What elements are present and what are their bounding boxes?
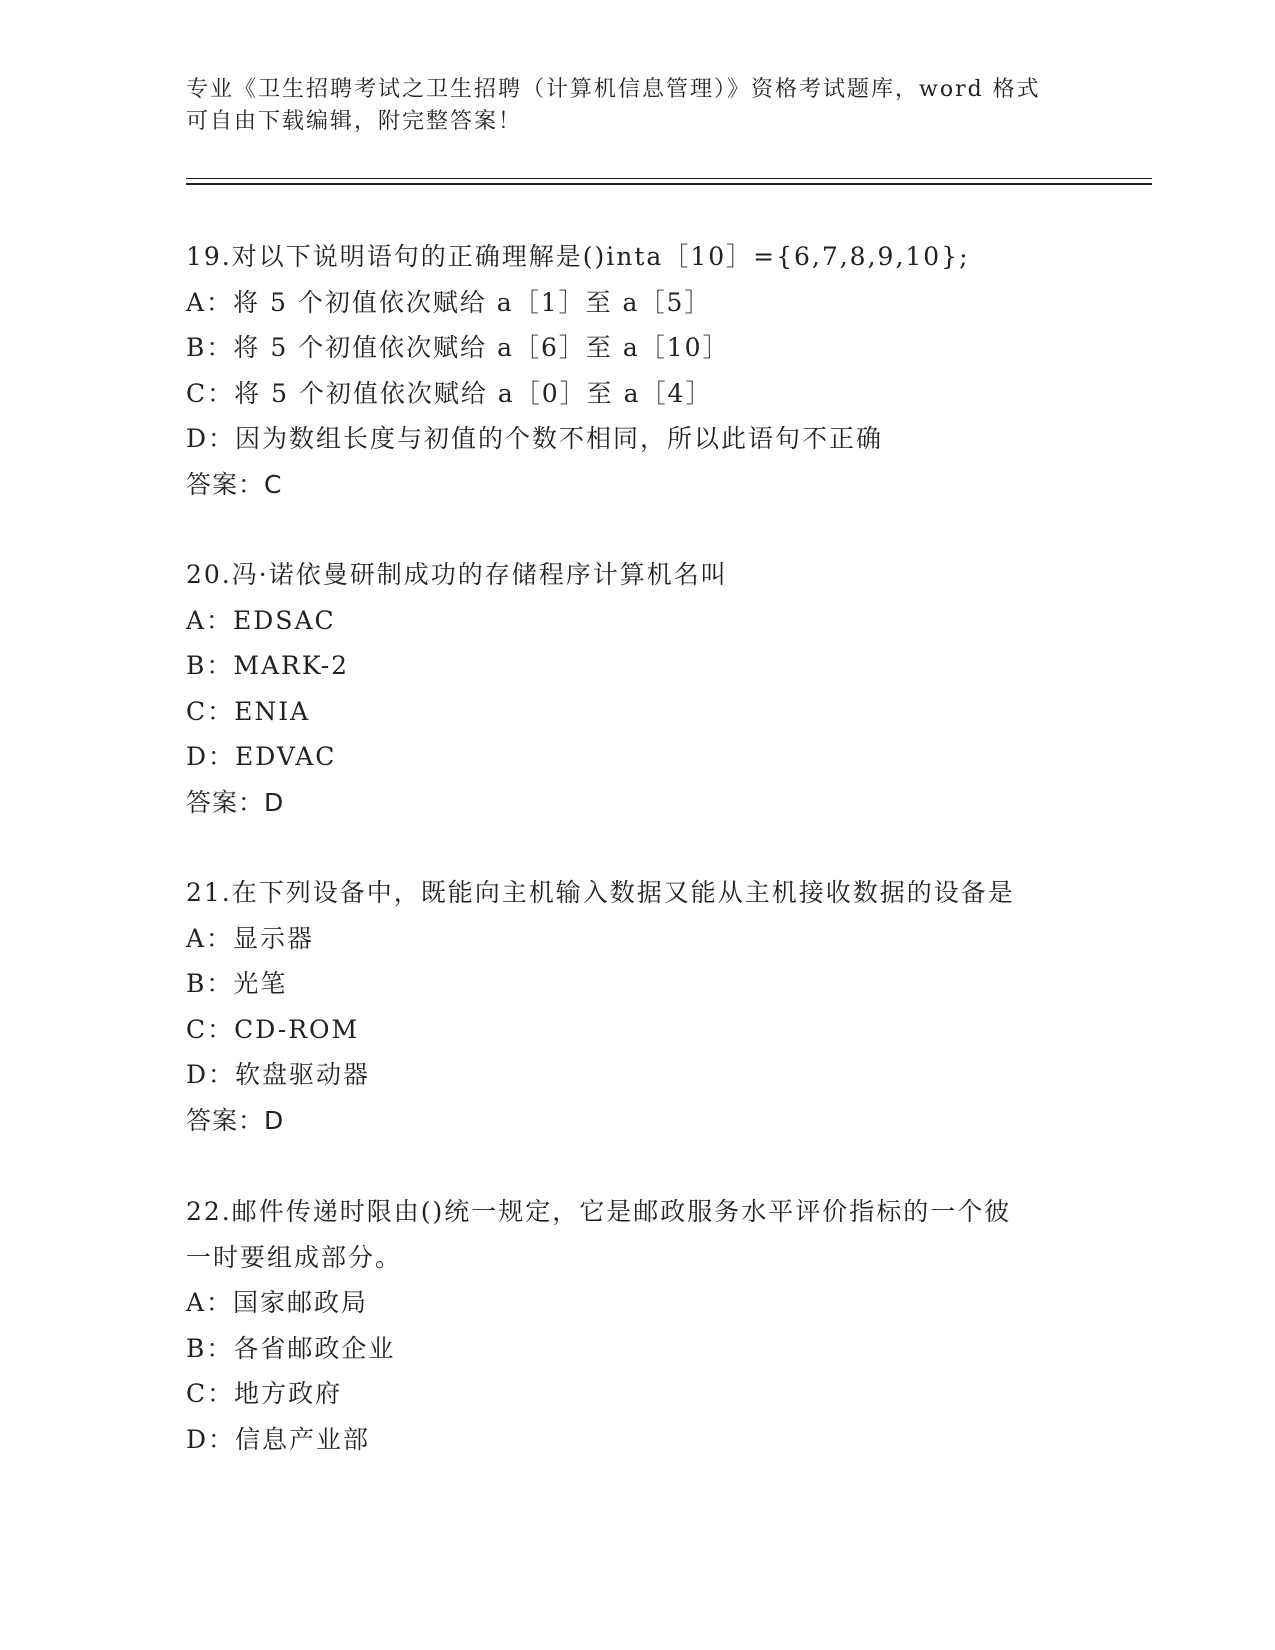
document-header [186, 74, 1066, 138]
option-a: A：EDSAC [186, 605, 336, 635]
option-b: B：各省邮政企业 [186, 1333, 396, 1363]
option-b: B：MARK-2 [186, 651, 350, 680]
answer-label: 答案：D [186, 787, 285, 817]
answer-label: 答案：C [186, 469, 283, 499]
question-21 [186, 870, 1106, 1143]
option-a: A：显示器 [186, 923, 315, 953]
header-divider-thick [186, 183, 1152, 185]
answer-label: 答案：D [186, 1105, 285, 1135]
question-19 [186, 234, 1106, 507]
option-c: C：将 5 个初值依次赋给 a［0］至 a［4］ [186, 378, 713, 408]
question-22 [186, 1189, 1106, 1462]
header-divider-thin [186, 178, 1152, 179]
option-d: D：软盘驱动器 [186, 1060, 371, 1089]
option-a: A：国家邮政局 [186, 1288, 369, 1317]
question-stem: 19.对以下说明语句的正确理解是()inta［10］={6,7,8,9,10}; [186, 242, 970, 271]
option-b: B：将 5 个初值依次赋给 a［6］至 a［10］ [186, 333, 730, 362]
option-c: C：ENIA [186, 696, 311, 726]
option-d: D：信息产业部 [186, 1424, 371, 1454]
question-stem: 21.在下列设备中，既能向主机输入数据又能从主机接收数据的设备是 [186, 878, 1015, 907]
option-d: D：因为数组长度与初值的个数不相同，所以此语句不正确 [186, 424, 884, 453]
header-title-line2: 可自由下载编辑，附完整答案！ [186, 109, 523, 134]
option-a: A：将 5 个初值依次赋给 a［1］至 a［5］ [186, 287, 712, 317]
option-d: D：EDVAC [186, 742, 337, 771]
question-stem: 20.冯·诺依曼研制成功的存储程序计算机名叫 [186, 560, 728, 589]
option-c: C：CD-ROM [186, 1014, 360, 1044]
question-stem-line2: 一时要组成部分。 [186, 1242, 403, 1272]
question-20 [186, 552, 1106, 825]
question-stem-line1: 22.邮件传递时限由()统一规定，它是邮政服务水平评价指标的一个彼 [186, 1197, 1012, 1226]
option-b: B：光笔 [186, 969, 288, 998]
header-title-line1: 专业《卫生招聘考试之卫生招聘（计算机信息管理）》资格考试题库，word 格式 [186, 77, 1041, 102]
option-c: C：地方政府 [186, 1379, 343, 1408]
